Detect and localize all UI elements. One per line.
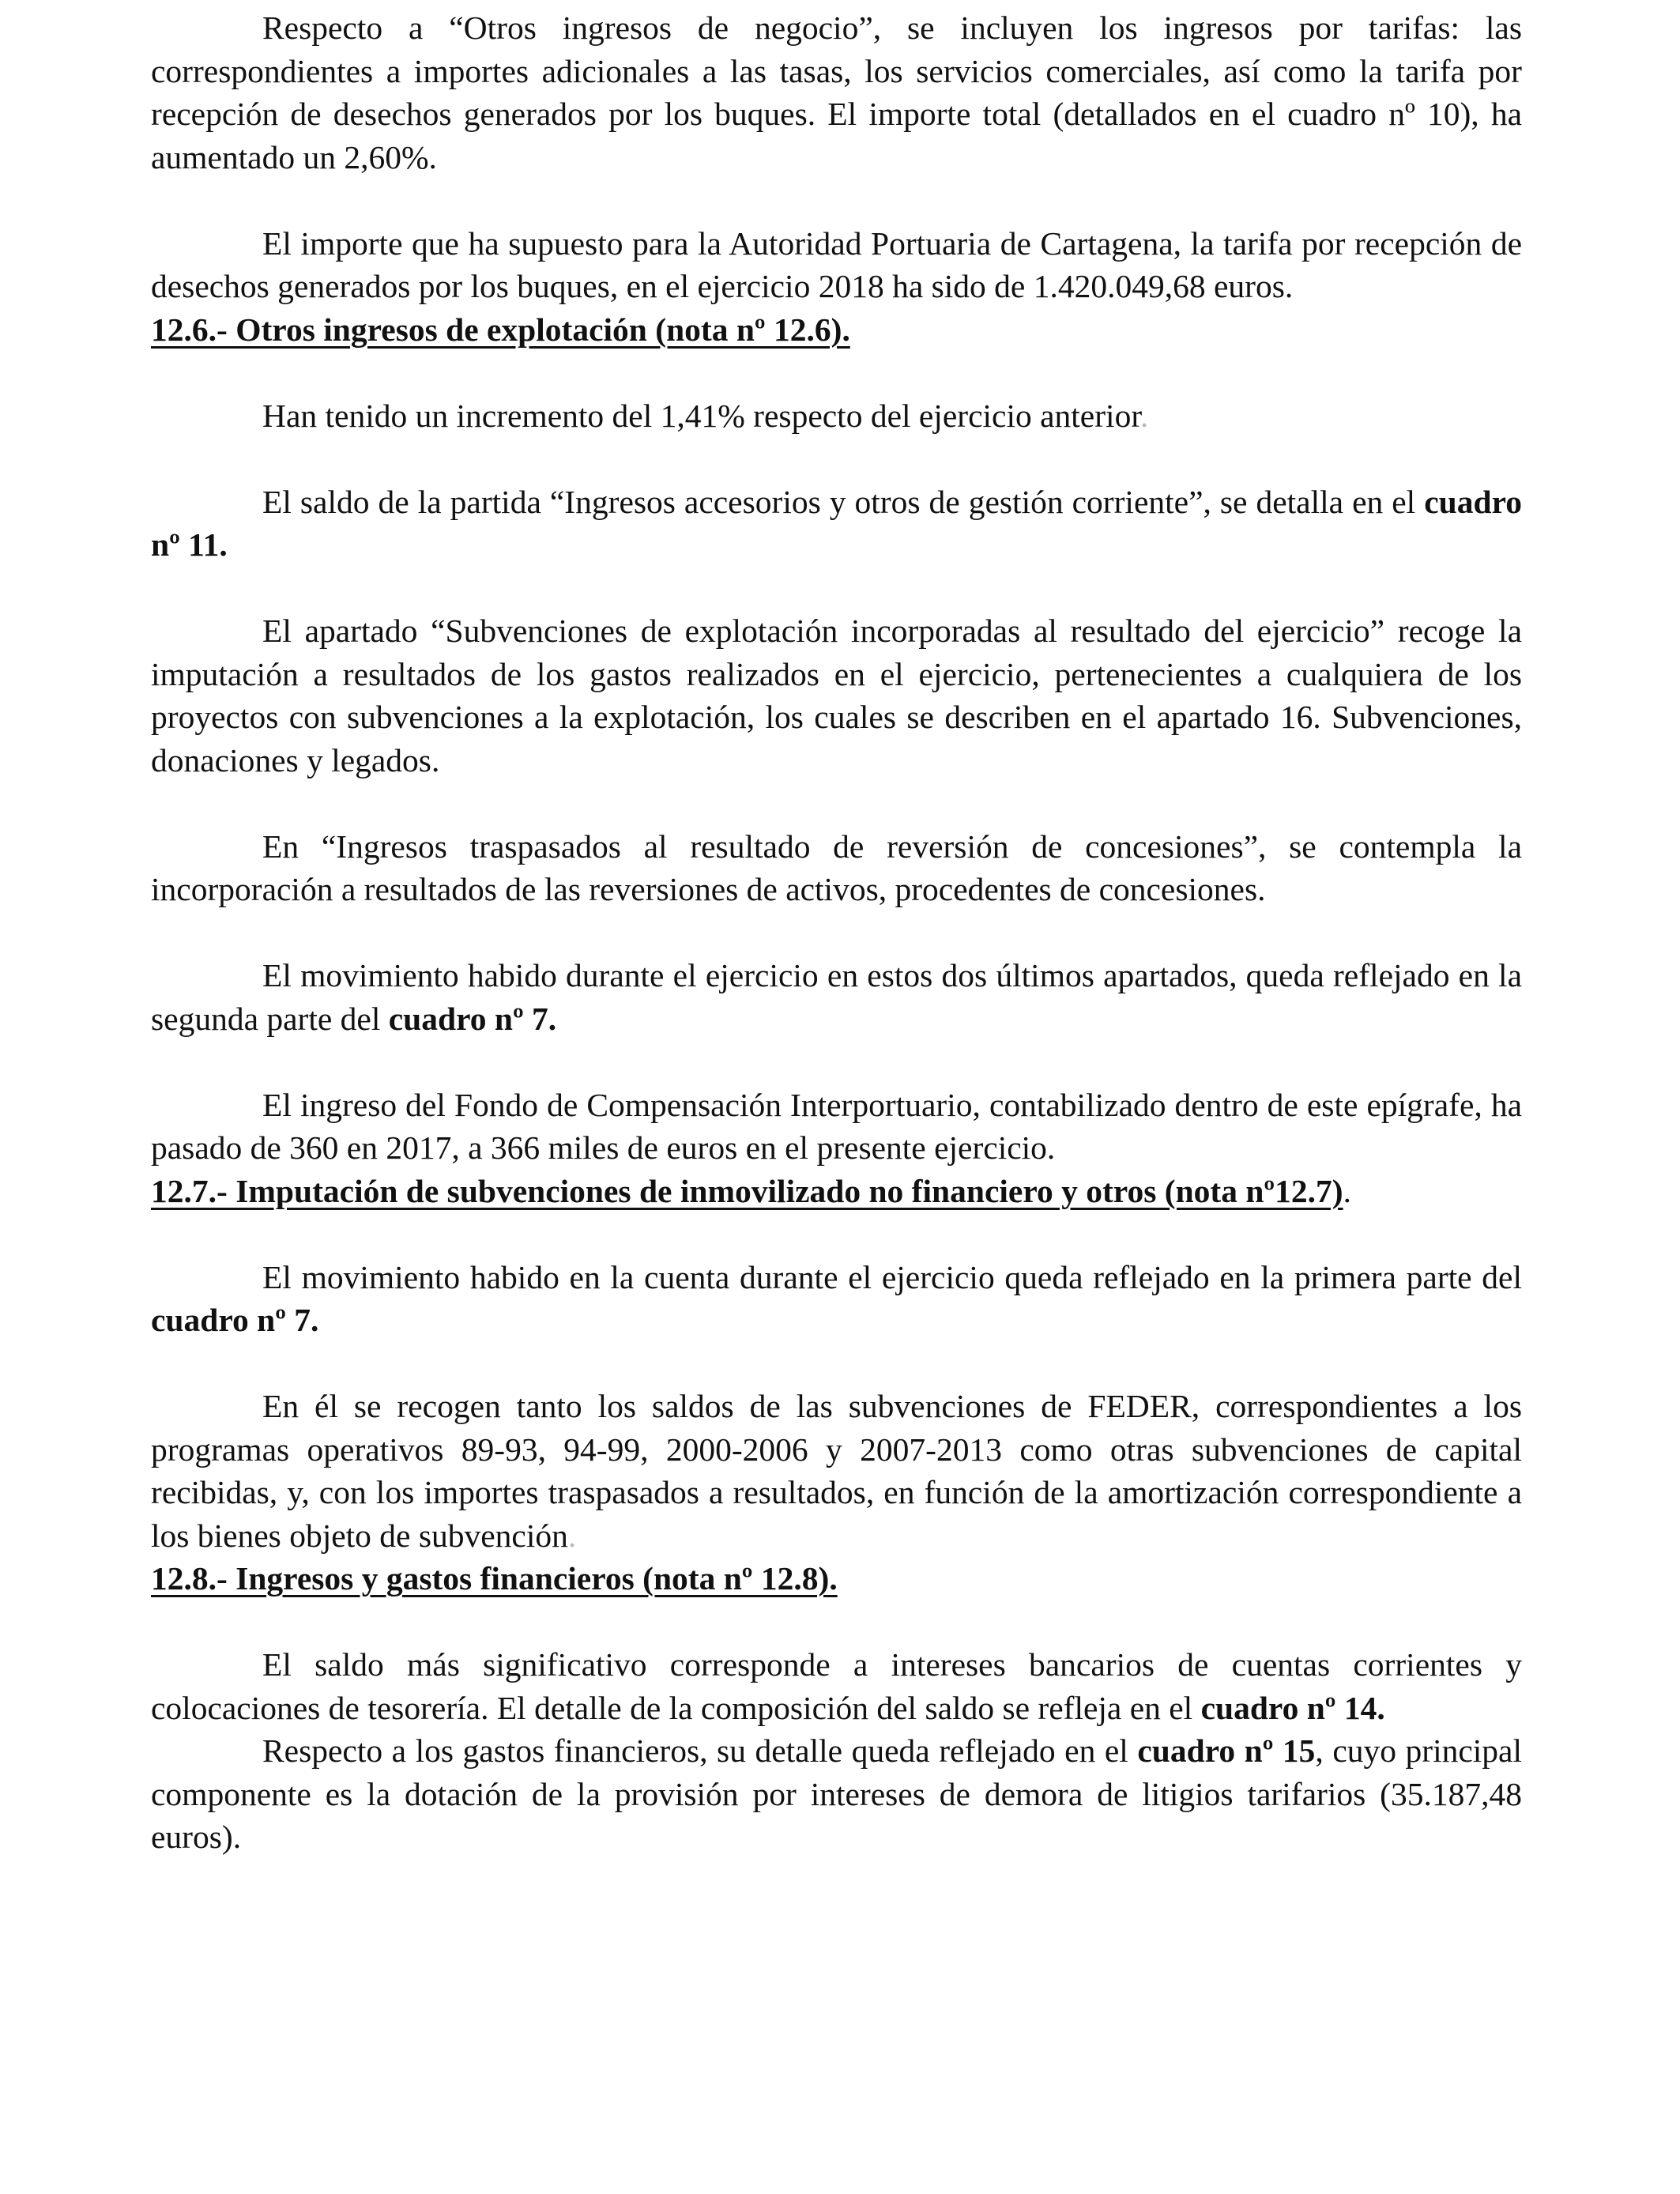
paragraph-movimiento-apartados-text: El movimiento habido durante el ejercicio en estos dos últimos apartados, queda reflejado en la segunda parte del: [151, 957, 1522, 1037]
paragraph-subvenciones-explotacion: El apartado “Subvenciones de explotación incorporadas al resultado del ejercicio” recoge la imputación a resultados de los gastos realizados en el ejercicio, pertenecientes a cualquiera de los proyectos con subvenciones a la explotación, los cuales se describen en el apartado 16. Subvenciones, donaciones y legados.: [151, 613, 1522, 778]
cuadro-reference: cuadro nº 7.: [388, 1000, 557, 1037]
section-heading-12-8: [151, 1557, 1522, 1600]
paragraph-incremento-end: .: [1139, 397, 1149, 434]
cuadro-reference: cuadro nº 11.: [151, 483, 1522, 563]
paragraph-incremento: [151, 394, 1522, 438]
paragraph-reversion-concesiones: En “Ingresos traspasados al resultado de reversión de concesiones”, se contempla la incorporación a resultados de las reversiones de activos, procedentes de concesiones.: [151, 827, 1522, 907]
paragraph-movimiento-cuenta-text: El movimiento habido en la cuenta durante el ejercicio queda reflejado en la primera parte del: [262, 1258, 1522, 1295]
paragraph-otros-ingresos-negocio: Respecto a “Otros ingresos de negocio”, se incluyen los ingresos por tarifas: las correspondientes a importes adicionales a las tasas, los servicios comerciales, así como la tarifa por recepción de desechos generados por los buques. El importe total (detallados en el cuadro nº 10), ha aumentado un 2,60%.: [151, 9, 1522, 175]
paragraph-movimiento-apartados: [151, 954, 1522, 1040]
section-heading-12-6-text: 12.6.- Otros ingresos de explotación (nota nº 12.6).: [151, 311, 850, 348]
paragraph-incremento-text: Han tenido un incremento del 1,41% respecto del ejercicio anterior: [262, 397, 1140, 434]
paragraph-intereses-bancarios: [151, 1643, 1522, 1729]
section-heading-12-6: [151, 308, 1522, 352]
paragraph-tarifa-desechos: El importe que ha supuesto para la Autoridad Portuaria de Cartagena, la tarifa por recepción de desechos generados por los buques, en el ejercicio 2018 ha sido de 1.420.049,68 euros.: [151, 224, 1522, 304]
paragraph-fondo-compensacion: El ingreso del Fondo de Compensación Interportuario, contabilizado dentro de este epígrafe, ha pasado de 360 en 2017, a 366 miles de euros en el presente ejercicio.: [151, 1086, 1522, 1166]
paragraph-intereses-bancarios-text: El saldo más significativo corresponde a intereses bancarios de cuentas corrientes y colocaciones de tesorería. El detalle de la composición del saldo se refleja en el: [151, 1646, 1522, 1726]
paragraph-subvenciones-feder: [151, 1385, 1522, 1557]
section-heading-12-7-text: 12.7.- Imputación de subvenciones de inmovilizado no financiero y otros (nota nº12.7): [151, 1172, 1343, 1209]
paragraph-movimiento-cuenta: [151, 1256, 1522, 1342]
paragraph-ingresos-accesorios: [151, 481, 1522, 567]
section-heading-12-7-end: .: [1343, 1172, 1351, 1209]
cuadro-reference: cuadro nº 14.: [1200, 1689, 1385, 1726]
paragraph-subvenciones-feder-end: .: [567, 1517, 577, 1554]
cuadro-reference: cuadro nº 7.: [151, 1302, 319, 1338]
paragraph-gastos-financieros: [151, 1729, 1522, 1859]
section-heading-12-7: [151, 1170, 1522, 1213]
paragraph-ingresos-accesorios-text: El saldo de la partida “Ingresos accesorios y otros de gestión corriente”, se detalla en el: [262, 483, 1425, 520]
paragraph-gastos-financieros-text-2: , cuyo principal componente es la dotación de la provisión por intereses de demora de litigios tarifarios (35.187,48 euros).: [151, 1732, 1523, 1855]
cuadro-reference: cuadro nº 15: [1137, 1732, 1316, 1769]
paragraph-subvenciones-feder-text: En él se recogen tanto los saldos de las subvenciones de FEDER, correspondientes a los programas operativos 89-93, 94-99, 2000-2006 y 2007-2013 como otras subvenciones de capital recibidas, y, con los importes traspasados a resultados, en función de la amortización correspondiente a los bienes objeto de subvención: [151, 1388, 1522, 1554]
section-heading-12-8-text: 12.8.- Ingresos y gastos financieros (nota nº 12.8).: [151, 1560, 838, 1596]
paragraph-gastos-financieros-text-1: Respecto a los gastos financieros, su detalle queda reflejado en el: [262, 1732, 1138, 1769]
